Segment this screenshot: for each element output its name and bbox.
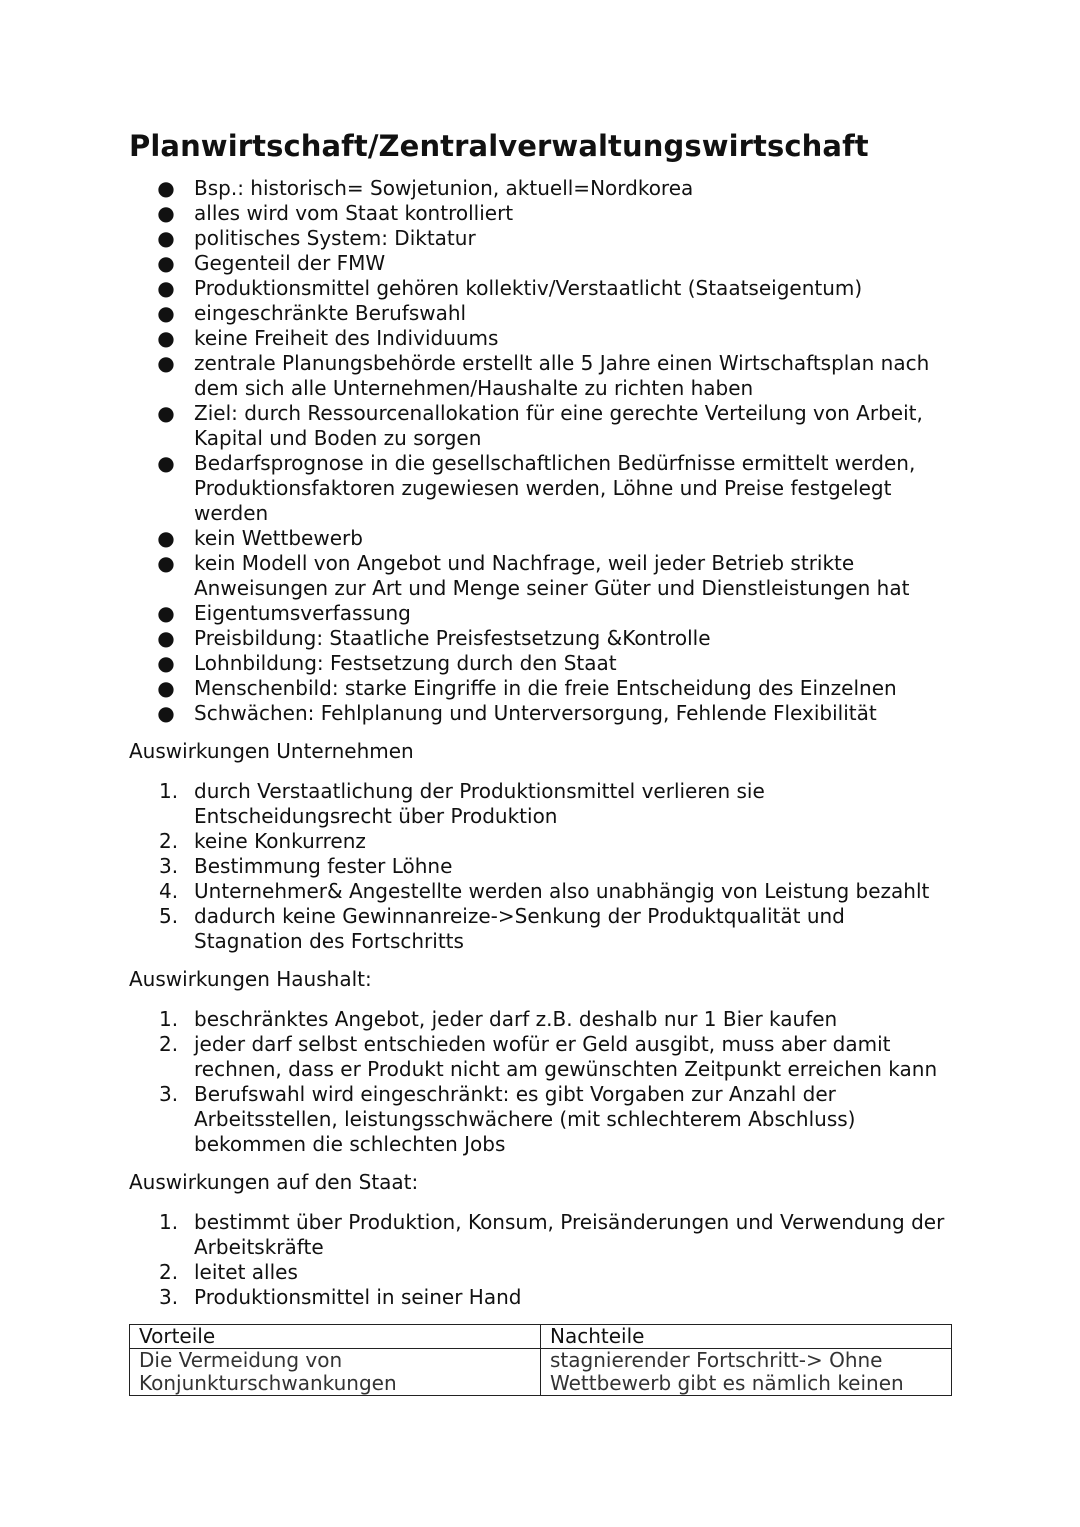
numbered-list-unternehmen — [129, 779, 959, 954]
list-number: 3. — [159, 854, 179, 878]
list-number: 3. — [159, 1285, 179, 1309]
list-item: 3. Berufswahl wird eingeschränkt: es gibt Vorgaben zur Anzahl der Arbeitsstellen, leistungsschwächere (mit schlechterem Abschluss) bekommen die schlechten Jobs — [159, 1082, 856, 1156]
list-item: ● Gegenteil der FMW — [157, 251, 386, 275]
table-cell: stagnierender Fortschritt-> Ohne Wettbewerb gibt es nämlich keinen — [541, 1349, 952, 1396]
bullet-icon: ● — [157, 601, 175, 625]
list-number: 1. — [159, 779, 179, 803]
pros-cons-table — [129, 1324, 952, 1396]
bullet-icon: ● — [157, 626, 175, 650]
list-item: 3. Bestimmung fester Löhne — [159, 854, 453, 878]
list-item: ● Preisbildung: Staatliche Preisfestsetzung &Kontrolle — [157, 626, 711, 650]
bullet-icon: ● — [157, 451, 175, 475]
list-item: 4. Unternehmer& Angestellte werden also unabhängig von Leistung bezahlt — [159, 879, 930, 903]
feature-bullet-list — [129, 176, 959, 726]
column-header-vorteile: Vorteile — [130, 1325, 541, 1349]
list-number: 5. — [159, 904, 179, 928]
list-item: ● Lohnbildung: Festsetzung durch den Staat — [157, 651, 617, 675]
table-cell: Die Vermeidung von Konjunkturschwankungen — [130, 1349, 541, 1396]
table-row — [130, 1349, 952, 1396]
list-item: ● kein Modell von Angebot und Nachfrage, weil jeder Betrieb strikte Anweisungen zur Art und Menge seiner Güter und Dienstleistungen hat — [157, 551, 910, 600]
bullet-icon: ● — [157, 701, 175, 725]
list-number: 1. — [159, 1210, 179, 1234]
list-item: ● kein Wettbewerb — [157, 526, 363, 550]
list-item: 2. leitet alles — [159, 1260, 298, 1284]
list-item: 1. durch Verstaatlichung der Produktionsmittel verlieren sie Entscheidungsrecht über Produktion — [159, 779, 765, 828]
list-item: ● zentrale Planungsbehörde erstellt alle 5 Jahre einen Wirtschaftsplan nach dem sich alle Unternehmen/Haushalte zu richten haben — [157, 351, 930, 400]
list-item: ● Menschenbild: starke Eingriffe in die freie Entscheidung des Einzelnen — [157, 676, 897, 700]
list-item: ● Bedarfsprognose in die gesellschaftlichen Bedürfnisse ermittelt werden, Produktionsfaktoren zugewiesen werden, Löhne und Preise festgelegt werden — [157, 451, 916, 525]
bullet-icon: ● — [157, 401, 175, 425]
list-item: ● keine Freiheit des Individuums — [157, 326, 499, 350]
bullet-icon: ● — [157, 251, 175, 275]
table-header-row — [130, 1325, 952, 1349]
list-number: 4. — [159, 879, 179, 903]
list-number: 2. — [159, 1260, 179, 1284]
bullet-icon: ● — [157, 526, 175, 550]
bullet-icon: ● — [157, 226, 175, 250]
bullet-icon: ● — [157, 301, 175, 325]
section-heading-haushalt: Auswirkungen Haushalt: — [129, 967, 372, 991]
list-item: ● eingeschränkte Berufswahl — [157, 301, 467, 325]
list-item: ● Ziel: durch Ressourcenallokation für eine gerechte Verteilung von Arbeit, Kapital und Boden zu sorgen — [157, 401, 923, 450]
page-title: Planwirtschaft/Zentralverwaltungswirtschaft — [129, 129, 869, 163]
list-number: 2. — [159, 1032, 179, 1056]
list-number: 2. — [159, 829, 179, 853]
bullet-icon: ● — [157, 176, 175, 200]
list-item: 3. Produktionsmittel in seiner Hand — [159, 1285, 522, 1309]
list-item: ● Eigentumsverfassung — [157, 601, 411, 625]
numbered-list-haushalt — [129, 1007, 959, 1157]
bullet-icon: ● — [157, 326, 175, 350]
numbered-list-staat — [129, 1210, 959, 1310]
section-heading-unternehmen: Auswirkungen Unternehmen — [129, 739, 414, 763]
list-item: ● politisches System: Diktatur — [157, 226, 476, 250]
list-item: 1. bestimmt über Produktion, Konsum, Preisänderungen und Verwendung der Arbeitskräfte — [159, 1210, 945, 1259]
bullet-icon: ● — [157, 551, 175, 575]
list-item: ● Schwächen: Fehlplanung und Unterversorgung, Fehlende Flexibilität — [157, 701, 877, 725]
bullet-icon: ● — [157, 651, 175, 675]
list-item: 5. dadurch keine Gewinnanreize->Senkung der Produktqualität und Stagnation des Fortschritts — [159, 904, 845, 953]
bullet-icon: ● — [157, 676, 175, 700]
list-item: 2. jeder darf selbst entschieden wofür er Geld ausgibt, muss aber damit rechnen, dass er Produkt nicht am gewünschten Zeitpunkt erreichen kann — [159, 1032, 938, 1081]
section-heading-staat: Auswirkungen auf den Staat: — [129, 1170, 419, 1194]
list-item: ● Produktionsmittel gehören kollektiv/Verstaatlicht (Staatseigentum) — [157, 276, 863, 300]
list-item: 2. keine Konkurrenz — [159, 829, 366, 853]
bullet-icon: ● — [157, 351, 175, 375]
list-number: 1. — [159, 1007, 179, 1031]
bullet-icon: ● — [157, 201, 175, 225]
column-header-nachteile: Nachteile — [541, 1325, 952, 1349]
bullet-icon: ● — [157, 276, 175, 300]
list-number: 3. — [159, 1082, 179, 1106]
list-item: ● alles wird vom Staat kontrolliert — [157, 201, 514, 225]
document-content — [129, 128, 959, 1396]
list-item: 1. beschränktes Angebot, jeder darf z.B. deshalb nur 1 Bier kaufen — [159, 1007, 838, 1031]
list-item: ● Bsp.: historisch= Sowjetunion, aktuell=Nordkorea — [157, 176, 694, 200]
